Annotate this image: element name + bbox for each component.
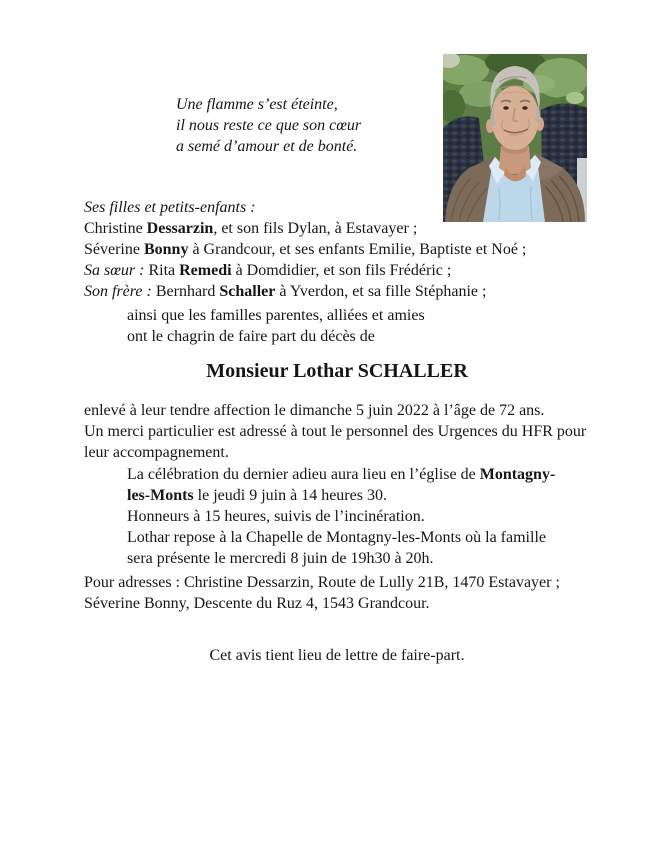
foliage-highlight — [566, 92, 584, 104]
text-line: ont le chagrin de faire part du décès de — [127, 328, 375, 345]
ceremony-details — [127, 464, 555, 569]
deceased-name-heading: Monsieur Lothar SCHALLER — [206, 360, 468, 382]
text-line: Ses filles et petits-enfants : — [84, 199, 256, 216]
text-line: leur accompagnement. — [84, 444, 229, 461]
text-line: Honneurs à 15 heures, suivis de l’incinération. — [127, 508, 425, 525]
family-list — [84, 197, 526, 302]
eye-right — [522, 106, 527, 110]
text-line: il nous reste ce que son cœur — [176, 117, 362, 134]
text-line: Lothar repose à la Chapelle de Montagny-les-Monts où la famille — [127, 529, 546, 546]
text-line: La célébration du dernier adieu aura lieu en l’église de Montagny- — [127, 466, 556, 483]
text-line: a semé d’amour et de bonté. — [176, 138, 358, 155]
contact-addresses — [84, 572, 560, 614]
text-line: Christine Dessarzin, et son fils Dylan, à Estavayer ; — [84, 220, 418, 237]
text-line: les-Monts le jeudi 9 juin à 14 heures 30. — [127, 487, 387, 504]
text-line: Sa sœur : Rita Remedi à Domdidier, et son fils Frédéric ; — [84, 262, 452, 279]
text-line: Séverine Bonny à Grandcour, et ses enfants Emilie, Baptiste et Noé ; — [84, 241, 527, 258]
text-line: Un merci particulier est adressé à tout le personnel des Urgences du HFR pour — [84, 423, 587, 440]
text-line: Son frère : Bernhard Schaller à Yverdon, et sa fille Stéphanie ; — [84, 283, 487, 300]
announcement-text — [127, 305, 425, 347]
closing-note: Cet avis tient lieu de lettre de faire-part. — [209, 647, 465, 664]
text-line: Pour adresses : Christine Dessarzin, Route de Lully 21B, 1470 Estavayer ; — [84, 574, 560, 591]
text-line: sera présente le mercredi 8 juin de 19h30 à 20h. — [127, 550, 434, 567]
text-line: enlevé à leur tendre affection le dimanche 5 juin 2022 à l’âge de 72 ans. — [84, 402, 545, 419]
epitaph-verse — [176, 94, 361, 157]
death-details — [84, 400, 586, 463]
face — [491, 86, 539, 150]
text-line: Une flamme s’est éteinte, — [176, 96, 338, 113]
text-line: Séverine Bonny, Descente du Ruz 4, 1543 Grandcour. — [84, 595, 430, 612]
text-line: ainsi que les familles parentes, alliées et amies — [127, 307, 425, 324]
eye-left — [503, 106, 508, 110]
